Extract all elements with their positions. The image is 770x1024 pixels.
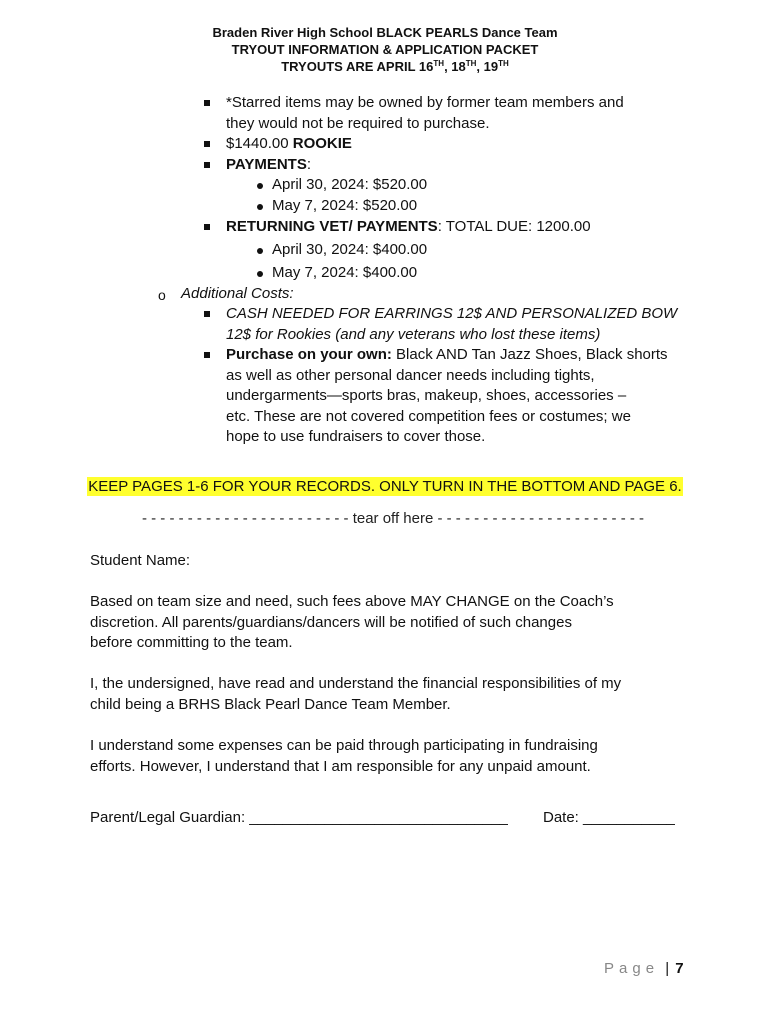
undersigned-paragraph [90,674,690,715]
square-bullet-icon [204,141,210,147]
page-number: 7 [675,960,684,977]
tear-off-line: - - - - - - - - - - - - - - - - - - - - - - - tear off here - - - - - - - - - - - - - - - - - - - - - - - [141,510,645,527]
records-notice-text: KEEP PAGES 1-6 FOR YOUR RECORDS. ONLY TURN IN THE BOTTOM AND PAGE 6. [88,478,682,495]
purchase-own-line4: etc. These are not covered competition fees or costumes; we [226,408,631,425]
cash-needed-line2: 12$ for Rookies (and any veterans who lost these items) [226,326,601,343]
starred-note-line2: they would not be required to purchase. [226,115,490,132]
purchase-own-line5: hope to use fundraisers to cover those. [226,428,486,445]
starred-note-line1: *Starred items may be owned by former team members and [226,94,624,111]
square-bullet-icon [204,311,210,317]
round-bullet-icon [257,248,263,254]
fees-line: Based on team size and need, such fees above MAY CHANGE on the Coach’s [90,593,614,610]
returning-vet-heading: RETURNING VET/ PAYMENTS: TOTAL DUE: 1200.00 [226,218,591,235]
header-title: Braden River High School BLACK PEARLS Dance Team [212,25,558,40]
footer-separator: | [665,960,670,977]
purchase-own-line3: undergarments—sports bras, makeup, shoes, accessories – [226,387,627,404]
payment-item: May 7, 2024: $520.00 [272,197,418,214]
date-field[interactable]: Date: ___________ [543,809,675,826]
expenses-line: efforts. However, I understand that I am responsible for any unpaid amount. [90,757,591,775]
square-bullet-icon [204,100,210,106]
header-tryout-dates: TRYOUTS ARE APRIL 16TH, 18TH, 19TH [281,59,509,74]
header-subtitle: TRYOUT INFORMATION & APPLICATION PACKET [231,42,539,57]
expenses-line: I understand some expenses can be paid through participating in fundraising [90,737,598,754]
guardian-signature-field[interactable]: Parent/Legal Guardian: _______________________________ [90,809,508,826]
student-name-label: Student Name: [90,552,191,569]
square-bullet-icon [204,162,210,168]
undersigned-line: I, the undersigned, have read and understand the financial responsibilities of my [90,675,622,692]
square-bullet-icon [204,352,210,358]
rookie-fee: $1440.00 ROOKIE [226,135,352,152]
records-notice [0,478,770,495]
round-bullet-icon [257,183,263,189]
expenses-paragraph [90,736,690,777]
fees-paragraph [90,592,690,654]
fees-line: before committing to the team. [90,634,293,651]
page-footer [604,960,684,977]
additional-costs-heading: Additional Costs: [181,285,294,302]
round-bullet-icon [257,204,263,210]
page-word: Page [604,960,660,977]
undersigned-line: child being a BRHS Black Pearl Dance Team Member. [90,695,451,713]
document-header [0,24,770,75]
circle-bullet-icon: o [158,287,166,303]
returning-payment-item: April 30, 2024: $400.00 [272,241,428,258]
payment-item: April 30, 2024: $520.00 [272,176,428,193]
cash-needed-line1: CASH NEEDED FOR EARRINGS 12$ AND PERSONALIZED BOW [226,305,678,322]
square-bullet-icon [204,224,210,230]
fees-line: discretion. All parents/guardians/dancers will be notified of such changes [90,613,572,631]
payments-heading: PAYMENTS: [226,156,312,173]
purchase-own-line1: Purchase on your own: Black AND Tan Jazz Shoes, Black shorts [226,346,668,363]
returning-payment-item: May 7, 2024: $400.00 [272,264,418,281]
purchase-own-line2: as well as other personal dancer needs including tights, [226,367,595,384]
round-bullet-icon [257,271,263,277]
